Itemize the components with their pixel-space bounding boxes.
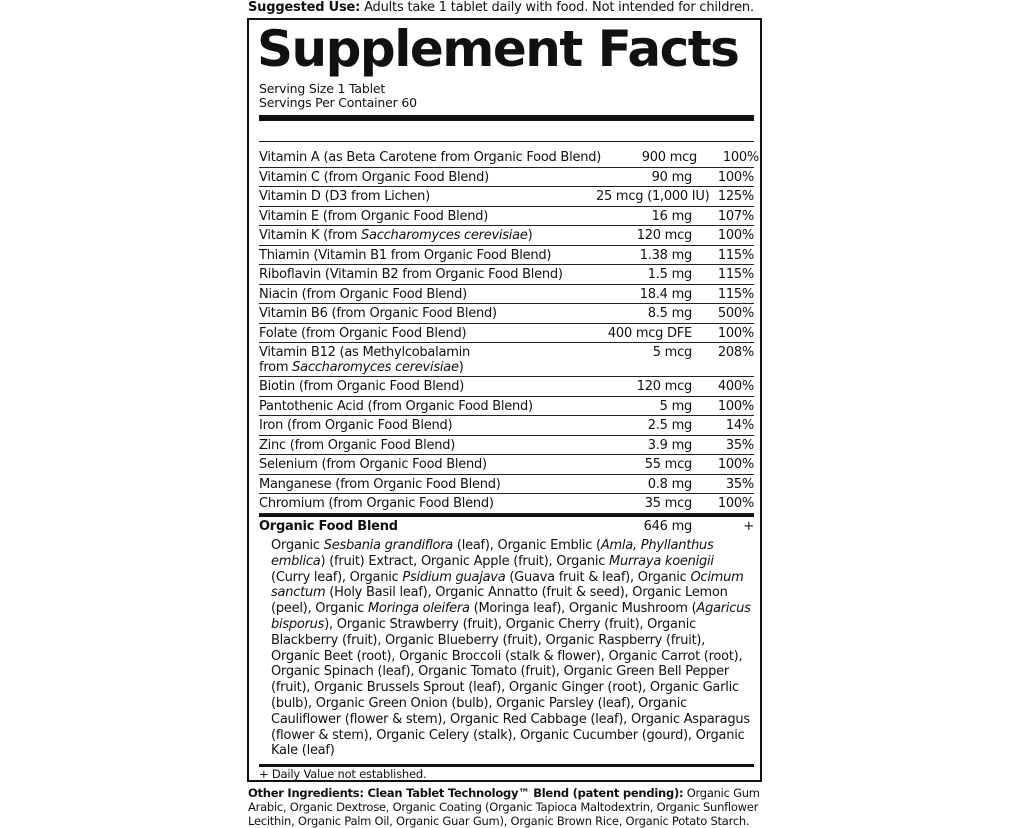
- nutrient-name: Pantothenic Acid (from Organic Food Blend): [259, 398, 533, 414]
- nutrient-name-line: Vitamin B12 (as Methylcobalamin: [259, 345, 470, 360]
- nutrient-daily-value: 100%: [717, 457, 754, 472]
- ingredient-italic: Moringa oleifera: [367, 601, 470, 617]
- table-top-rule: [259, 141, 754, 142]
- nutrient-name: Chromium (from Organic Food Blend): [259, 496, 494, 511]
- nutrient-daily-value: 100%: [717, 398, 754, 414]
- nutrient-daily-value: 100%: [717, 228, 754, 243]
- ingredient-italic: Sesbania grandiflora: [323, 538, 454, 553]
- servings-per-container: Servings Per Container 60: [259, 95, 417, 110]
- nutrient-name: Niacin (from Organic Food Blend): [259, 286, 467, 302]
- nutrient-name-italic: Saccharomyces cerevisiae: [292, 360, 459, 375]
- suggested-use-text: Adults take 1 tablet daily with food. Not intended for children.: [360, 0, 754, 15]
- nutrient-row: [259, 187, 754, 207]
- blend-name: Organic Food Blend: [259, 518, 398, 534]
- blend-row: [259, 517, 754, 537]
- nutrient-name: Selenium (from Organic Food Blend): [259, 457, 487, 472]
- nutrient-name: Vitamin D (D3 from Lichen): [259, 189, 430, 204]
- nutrient-daily-value: 400%: [717, 379, 754, 394]
- nutrient-name: Vitamin A (as Beta Carotene from Organic Food Blend): [259, 150, 602, 165]
- suggested-use: [248, 0, 768, 16]
- nutrient-amount: 0.8 mg: [647, 476, 692, 492]
- nutrient-name: Biotin (from Organic Food Blend): [259, 379, 465, 394]
- nutrient-row: [259, 455, 754, 475]
- nutrient-table: [259, 148, 760, 759]
- suggested-use-label: Suggested Use:: [248, 0, 361, 15]
- other-ingredients: [248, 786, 768, 828]
- nutrient-row: [259, 226, 754, 246]
- nutrient-row: [259, 207, 754, 227]
- nutrient-amount: 8.5 mg: [647, 306, 692, 321]
- nutrient-daily-value: 14%: [725, 418, 754, 433]
- nutrient-daily-value: 100%: [722, 150, 760, 165]
- blend-ingredients: Organic Sesbania grandiflora (leaf), Organic Emblic (Amla, Phyllanthus emblica) (fruit) Extract, Organic Apple (fruit), Organic Murraya koenigii (Curry leaf), Organic Psidium guajava (Guava fruit & leaf), Organic Ocimum sanctum (Holy Basil leaf), Organic Annatto (fruit & seed), Organic Lemon (peel), Organic Moringa oleifera (Moringa leaf), Organic Mushroom (Agaricus bisporus), Organic Strawberry (fruit), Organic Cherry (fruit), Organic Blackberry (fruit), Organic Blueberry (fruit), Organic Raspberry (fruit), Organic Beet (root), Organic Broccoli (stalk & flower), Organic Carrot (root), Organic Spinach (leaf), Organic Tomato (fruit), Organic Green Bell Pepper (fruit), Organic Brussels Sprout (leaf), Organic Ginger (root), Organic Garlic (bulb), Organic Green Onion (bulb), Organic Parsley (leaf), Organic Cauliflower (flower & stem), Organic Red Cabbage (leaf), Organic Asparagus (flower & stem), Organic Celery (stalk), Organic Cucumber (gourd), Organic Kale (leaf): [271, 538, 751, 759]
- nutrient-daily-value: 100%: [717, 325, 754, 341]
- nutrient-amount: 2.5 mg: [647, 418, 692, 433]
- nutrient-amount: 18.4 mg: [639, 286, 692, 302]
- ingredient-italic: Murraya koenigii: [609, 553, 714, 569]
- nutrient-amount: 55 mcg: [644, 457, 692, 472]
- nutrient-name: Thiamin (Vitamin B1 from Organic Food Blend): [259, 247, 552, 263]
- nutrient-daily-value: 208%: [717, 345, 754, 360]
- nutrient-amount: 400 mcg DFE: [607, 325, 692, 341]
- nutrient-daily-value: 115%: [717, 286, 754, 302]
- nutrient-name: Iron (from Organic Food Blend): [259, 418, 453, 433]
- footnote: + Daily Value not established.: [259, 767, 427, 781]
- ingredient-italic: Amla, Phyllanthus emblica: [271, 538, 714, 569]
- nutrient-daily-value: 100%: [717, 169, 754, 185]
- nutrient-name: Riboflavin (Vitamin B2 from Organic Food Blend): [259, 267, 563, 282]
- nutrient-row: [259, 397, 754, 417]
- nutrient-daily-value: 35%: [725, 476, 754, 492]
- nutrient-row: [259, 285, 754, 305]
- nutrient-amount: 16 mg: [651, 208, 692, 224]
- blend-amount: 646 mg: [643, 518, 692, 534]
- nutrient-daily-value: 125%: [717, 189, 754, 204]
- nutrient-row: [259, 324, 754, 344]
- nutrient-row: [259, 343, 754, 377]
- nutrient-amount: 1.38 mg: [639, 247, 692, 263]
- nutrient-name: Vitamin B6 (from Organic Food Blend): [259, 306, 497, 321]
- nutrient-row: [259, 246, 754, 266]
- nutrient-name-italic: Saccharomyces cerevisiae: [361, 228, 528, 243]
- panel-title: Supplement Facts: [257, 20, 739, 78]
- nutrient-name: Vitamin E (from Organic Food Blend): [259, 208, 489, 224]
- nutrient-name: [259, 345, 596, 375]
- nutrient-daily-value: 100%: [717, 496, 754, 511]
- nutrient-amount: 3.9 mg: [647, 437, 692, 453]
- nutrient-amount: 35 mcg: [644, 496, 692, 511]
- nutrient-amount: 5 mcg: [652, 345, 692, 360]
- nutrient-daily-value: 115%: [717, 247, 754, 263]
- supplement-facts-panel: [247, 18, 762, 782]
- nutrient-amount: 90 mg: [651, 169, 692, 185]
- ingredient-italic: Agaricus bisporus: [271, 601, 751, 632]
- nutrient-row: [259, 148, 760, 168]
- nutrient-name: Vitamin K (from Saccharomyces cerevisiae): [259, 228, 533, 243]
- header-divider: [259, 115, 754, 121]
- ingredient-italic: Psidium guajava: [402, 569, 506, 585]
- nutrient-name: Vitamin C (from Organic Food Blend): [259, 169, 489, 185]
- nutrient-amount: 25 mcg (1,000 IU): [596, 189, 710, 204]
- serving-info: [259, 82, 417, 110]
- serving-size: Serving Size 1 Tablet: [259, 81, 386, 96]
- nutrient-name: Zinc (from Organic Food Blend): [259, 437, 456, 453]
- blend-daily-value: +: [743, 518, 754, 534]
- nutrient-row: [259, 436, 754, 456]
- nutrient-row: [259, 475, 754, 495]
- nutrient-amount: 1.5 mg: [647, 267, 692, 282]
- nutrient-daily-value: 107%: [717, 208, 754, 224]
- nutrient-row: [259, 265, 754, 285]
- nutrient-row: [259, 494, 754, 514]
- nutrient-amount: 120 mcg: [636, 379, 692, 394]
- nutrient-row: [259, 304, 754, 324]
- nutrient-row: [259, 416, 754, 436]
- other-ingredients-text: Organic Gum Arabic, Organic Dextrose, Organic Coating (Organic Tapioca Maltodextrin, Organic Sunflower Lecithin, Organic Palm Oil, Organic Guar Gum), Organic Brown Rice, Organic Potato Starch.: [248, 786, 760, 828]
- nutrient-daily-value: 115%: [717, 267, 754, 282]
- nutrient-amount: 120 mcg: [636, 228, 692, 243]
- ingredient-italic: Ocimum sanctum: [271, 569, 744, 601]
- nutrient-name: Folate (from Organic Food Blend): [259, 325, 467, 341]
- nutrient-name: Manganese (from Organic Food Blend): [259, 476, 501, 492]
- nutrient-row: [259, 377, 754, 397]
- nutrient-daily-value: 35%: [725, 437, 754, 453]
- nutrient-amount: 5 mg: [659, 398, 692, 414]
- nutrient-amount: 900 mcg: [641, 150, 698, 165]
- nutrient-daily-value: 500%: [717, 306, 754, 321]
- other-ingredients-label: Other Ingredients: Clean Tablet Technology™ Blend (patent pending):: [248, 786, 684, 800]
- nutrient-row: [259, 168, 754, 188]
- nutrient-name-line: from Saccharomyces cerevisiae): [259, 360, 464, 375]
